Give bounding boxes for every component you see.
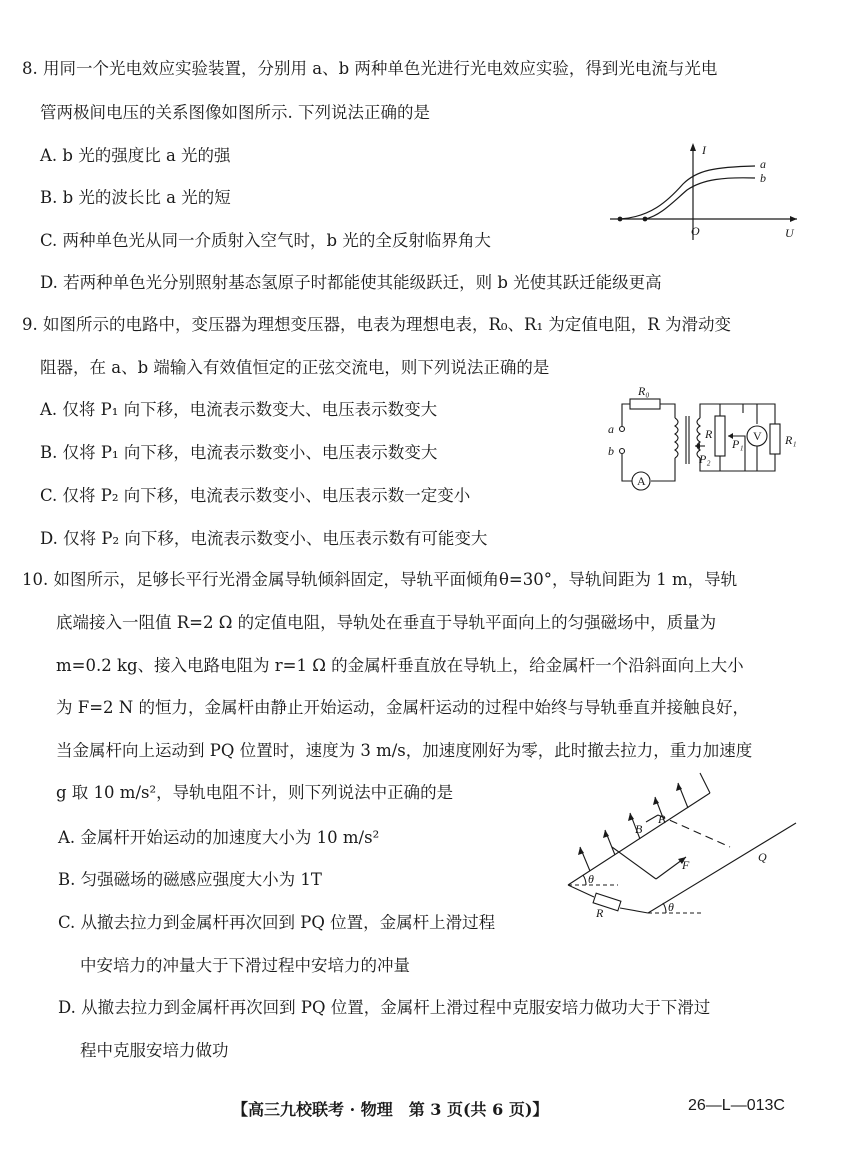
q10-option-c-line2: 中安培力的冲量大于下滑过程中安培力的冲量 [80, 956, 410, 975]
q9-stem-line2: 阻器，在 a、b 端输入有效值恒定的正弦交流电，则下列说法正确的是 [40, 358, 550, 377]
q8-option-a: A. b 光的强度比 a 光的强 [40, 146, 231, 165]
q10-stem-line5: 当金属杆向上运动到 PQ 位置时，速度为 3 m/s，加速度刚好为零，此时撤去拉力，重力加速度 [56, 741, 753, 760]
q10-incline-rail-diagram [560, 775, 810, 920]
q8-option-c: C. 两种单色光从同一介质射入空气时，b 光的全反射临界角大 [40, 231, 491, 250]
r0-label: R₀ [638, 384, 650, 398]
axis-i-label: I [702, 143, 706, 157]
p1-label: P₁ [732, 437, 744, 451]
q10-stem-line4: 为 F=2 N 的恒力，金属杆由静止开始运动，金属杆运动的过程中始终与导轨垂直并接触良好， [56, 698, 749, 717]
q9-stem-line1: 9. 如图所示的电路中，变压器为理想变压器，电表为理想电表，R₀、R₁ 为定值电阻，R 为滑动变 [22, 315, 731, 334]
ammeter-label: A [637, 474, 646, 488]
paper-code: 26—L—013C [688, 1097, 785, 1114]
q9-option-b: B. 仅将 P₁ 向下移，电流表示数变小、电压表示数变大 [40, 443, 438, 462]
p2-label: P₂ [699, 452, 711, 466]
q8-iu-graph [605, 140, 805, 245]
q8-stem-line2: 管两极间电压的关系图像如图所示. 下列说法正确的是 [40, 103, 430, 122]
q10-stem-line6: g 取 10 m/s²，导轨电阻不计，则下列说法中正确的是 [56, 783, 454, 802]
axis-u-label: U [785, 226, 794, 240]
r-label: R [705, 427, 713, 441]
q10-stem-line3: m=0.2 kg、接入电路电阻为 r=1 Ω 的金属杆垂直放在导轨上，给金属杆一个沿斜面向上大小 [56, 656, 744, 675]
curve-a-label: a [760, 157, 766, 171]
resistor-r-label: R [596, 906, 604, 920]
q8-stem-line1: 8. 用同一个光电效应实验装置，分别用 a、b 两种单色光进行光电效应实验，得到光电流与光电 [22, 59, 718, 78]
q9-option-d: D. 仅将 P₂ 向下移，电流表示数变小、电压表示数有可能变大 [40, 529, 488, 548]
q9-circuit-diagram [595, 384, 820, 496]
theta-bottom-label: θ [668, 900, 674, 914]
point-p-label: P [658, 812, 666, 826]
b-field-label: B [635, 822, 643, 836]
q10-option-b: B. 匀强磁场的磁感应强度大小为 1T [58, 870, 322, 889]
curve-b-label: b [760, 171, 766, 185]
r1-label: R₁ [785, 433, 797, 447]
q10-option-d-line1: D. 从撤去拉力到金属杆再次回到 PQ 位置，金属杆上滑过程中克服安培力做功大于下滑过 [58, 998, 711, 1017]
page-footer: 【高三九校联考 · 物理 第 3 页(共 6 页)】 [232, 1100, 549, 1119]
point-q-label: Q [758, 850, 767, 864]
q8-option-d: D. 若两种单色光分别照射基态氢原子时都能使其能级跃迁，则 b 光使其跃迁能级更高 [40, 273, 662, 292]
voltmeter-label: V [753, 429, 762, 443]
q8-option-b: B. b 光的波长比 a 光的短 [40, 188, 231, 207]
terminal-a-label: a [608, 422, 614, 436]
terminal-b-label: b [608, 444, 614, 458]
q10-option-a: A. 金属杆开始运动的加速度大小为 10 m/s² [58, 828, 380, 847]
origin-label: O [691, 224, 700, 238]
q9-option-a: A. 仅将 P₁ 向下移，电流表示数变大、电压表示数变大 [40, 400, 438, 419]
q9-option-c: C. 仅将 P₂ 向下移，电流表示数变小、电压表示数一定变小 [40, 486, 471, 505]
q10-option-c-line1: C. 从撤去拉力到金属杆再次回到 PQ 位置，金属杆上滑过程 [58, 913, 496, 932]
q10-stem-line1: 10. 如图所示，足够长平行光滑金属导轨倾斜固定，导轨平面倾角θ=30°，导轨间距为 1 m，导轨 [22, 570, 738, 589]
q10-option-d-line2: 程中克服安培力做功 [80, 1041, 229, 1060]
q10-stem-line2: 底端接入一阻值 R=2 Ω 的定值电阻，导轨处在垂直于导轨平面向上的匀强磁场中，质量为 [56, 613, 717, 632]
theta-top-label: θ [588, 872, 594, 886]
force-f-label: F [682, 858, 690, 872]
